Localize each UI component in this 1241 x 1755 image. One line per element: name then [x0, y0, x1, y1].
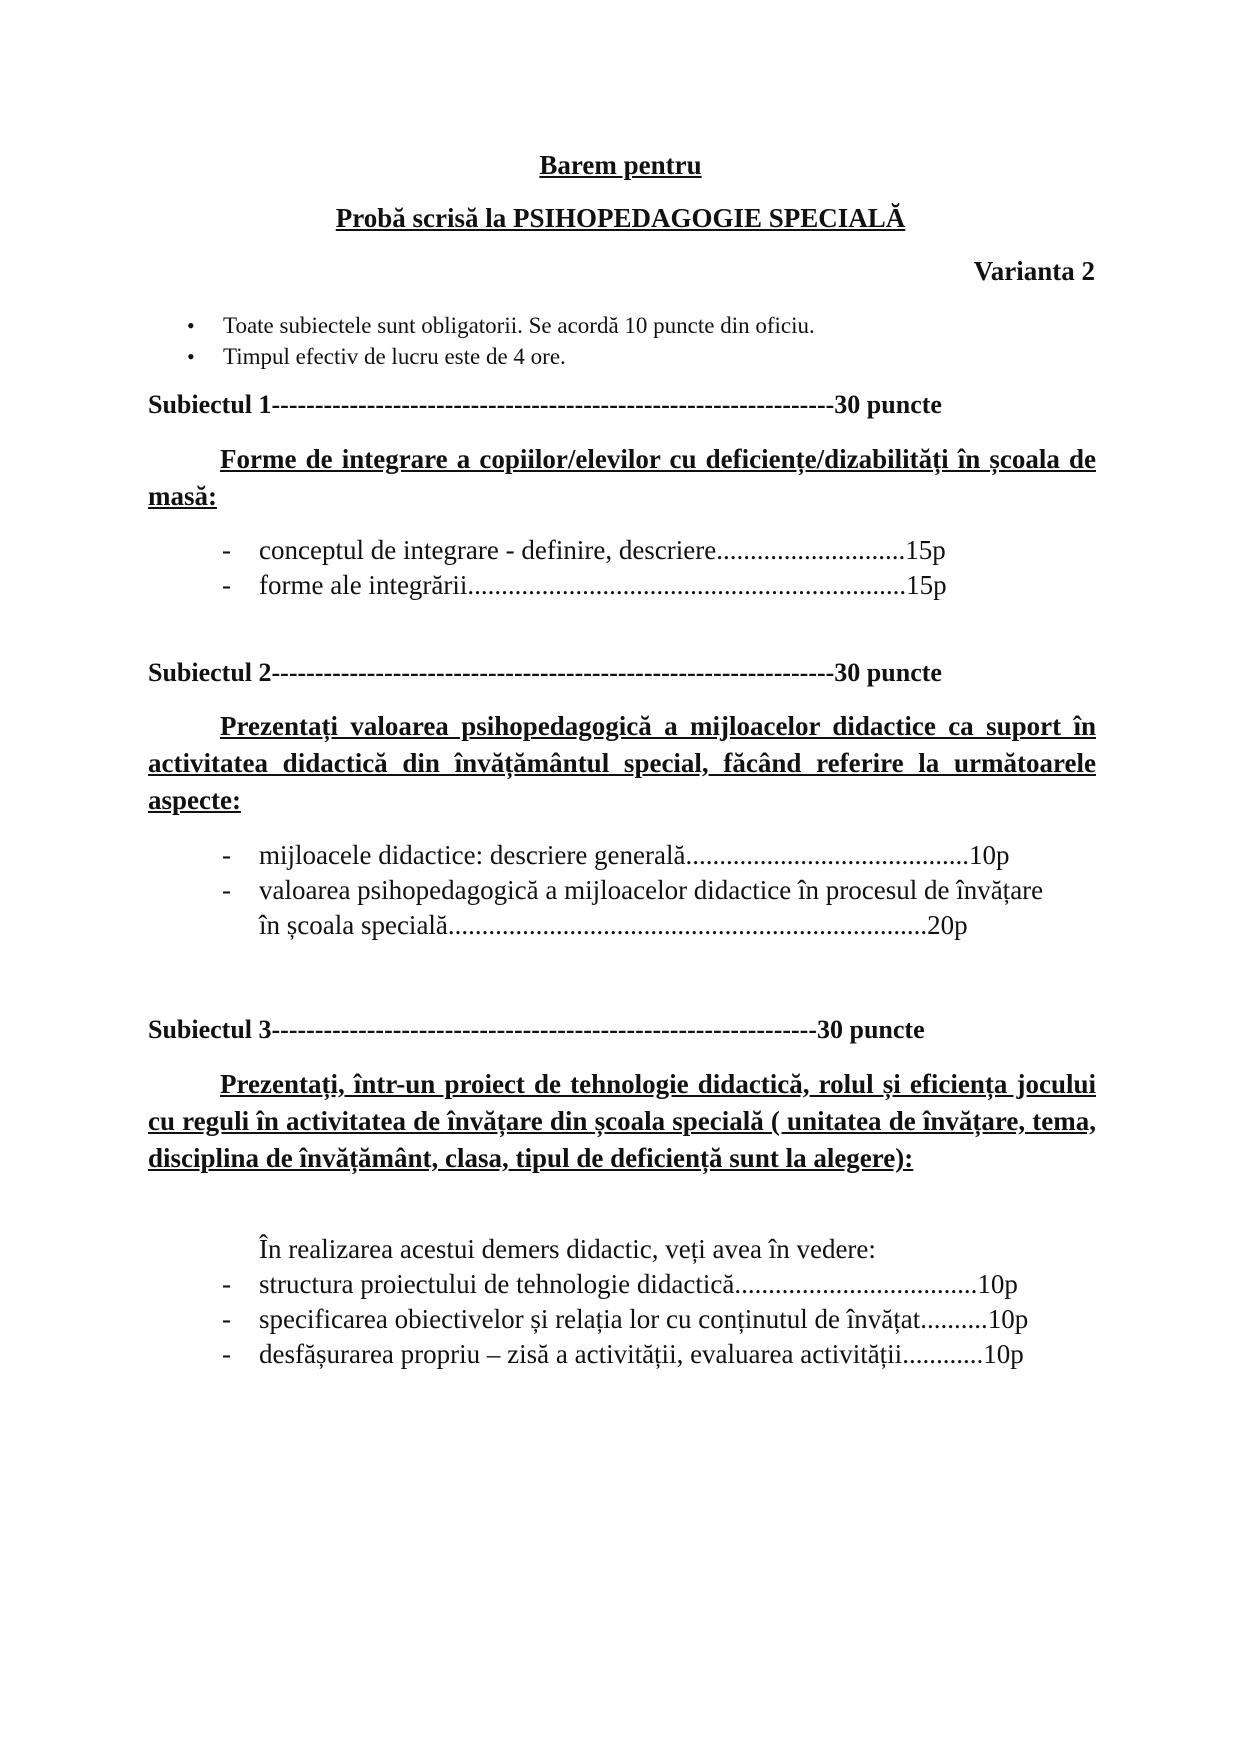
subject-2-heading: Subiectul 2-----------------------------------------------------------------30 puncte	[148, 658, 942, 687]
subject-2-task: Prezentați valoarea psihopedagogică a mijloacelor didactice ca suport în activitatea didactică din învățământul special, făcând referire la următoarele aspecte:	[148, 711, 1096, 815]
subject-3-item: - desfășurarea propriu – zisă a activității, evaluarea activității............10p	[222, 1337, 1028, 1372]
instruction-item: • Timpul efectiv de lucru este de 4 ore.	[187, 341, 815, 372]
variant-label: Varianta 2	[973, 256, 1095, 286]
subject-2-item: - mijloacele didactice: descriere generală..........................................10p	[222, 838, 1043, 873]
subject-1-heading: Subiectul 1-----------------------------------------------------------------30 puncte	[148, 390, 942, 419]
document-subtitle: Probă scrisă la PSIHOPEDAGOGIE SPECIALĂ	[335, 203, 906, 233]
instruction-item: • Toate subiectele sunt obligatorii. Se acordă 10 puncte din oficiu.	[187, 310, 815, 341]
subject-3-item: - structura proiectului de tehnologie didactică....................................10p	[222, 1267, 1028, 1302]
subject-1-task: Forme de integrare a copiilor/elevilor cu deficiențe/dizabilități în școala de masă:	[148, 444, 1096, 511]
subject-3-task: Prezentați, într-un proiect de tehnologie didactică, rolul și eficiența jocului cu reguli în activitatea de învățare din școala specială ( unitatea de învățare, tema, disciplina de învățământ, clasa, tipul de deficiență sunt la alegere):	[148, 1069, 1096, 1173]
document-title: Barem pentru	[539, 150, 702, 180]
subject-1-item: - forme ale integrării.................................................................15p	[222, 568, 947, 603]
subject-1-item: - conceptul de integrare - definire, descriere............................15p	[222, 533, 947, 568]
subject-3-heading: Subiectul 3---------------------------------------------------------------30 puncte	[148, 1015, 925, 1044]
subject-2-item-continuation: în școala specială.......................................................................20p	[259, 910, 968, 940]
subject-3-items	[222, 1232, 1028, 1372]
subject-3-intro: În realizarea acestui demers didactic, veți avea în vedere:	[259, 1234, 876, 1264]
subject-3-item: - specificarea obiectivelor și relația lor cu conținutul de învățat..........10p	[222, 1302, 1028, 1337]
subject-2-item: - valoarea psihopedagogică a mijloacelor didactice în procesul de învățare	[222, 873, 1043, 908]
instructions-list	[187, 310, 815, 372]
subject-1-items	[222, 533, 947, 603]
subject-2-items	[222, 838, 1043, 943]
